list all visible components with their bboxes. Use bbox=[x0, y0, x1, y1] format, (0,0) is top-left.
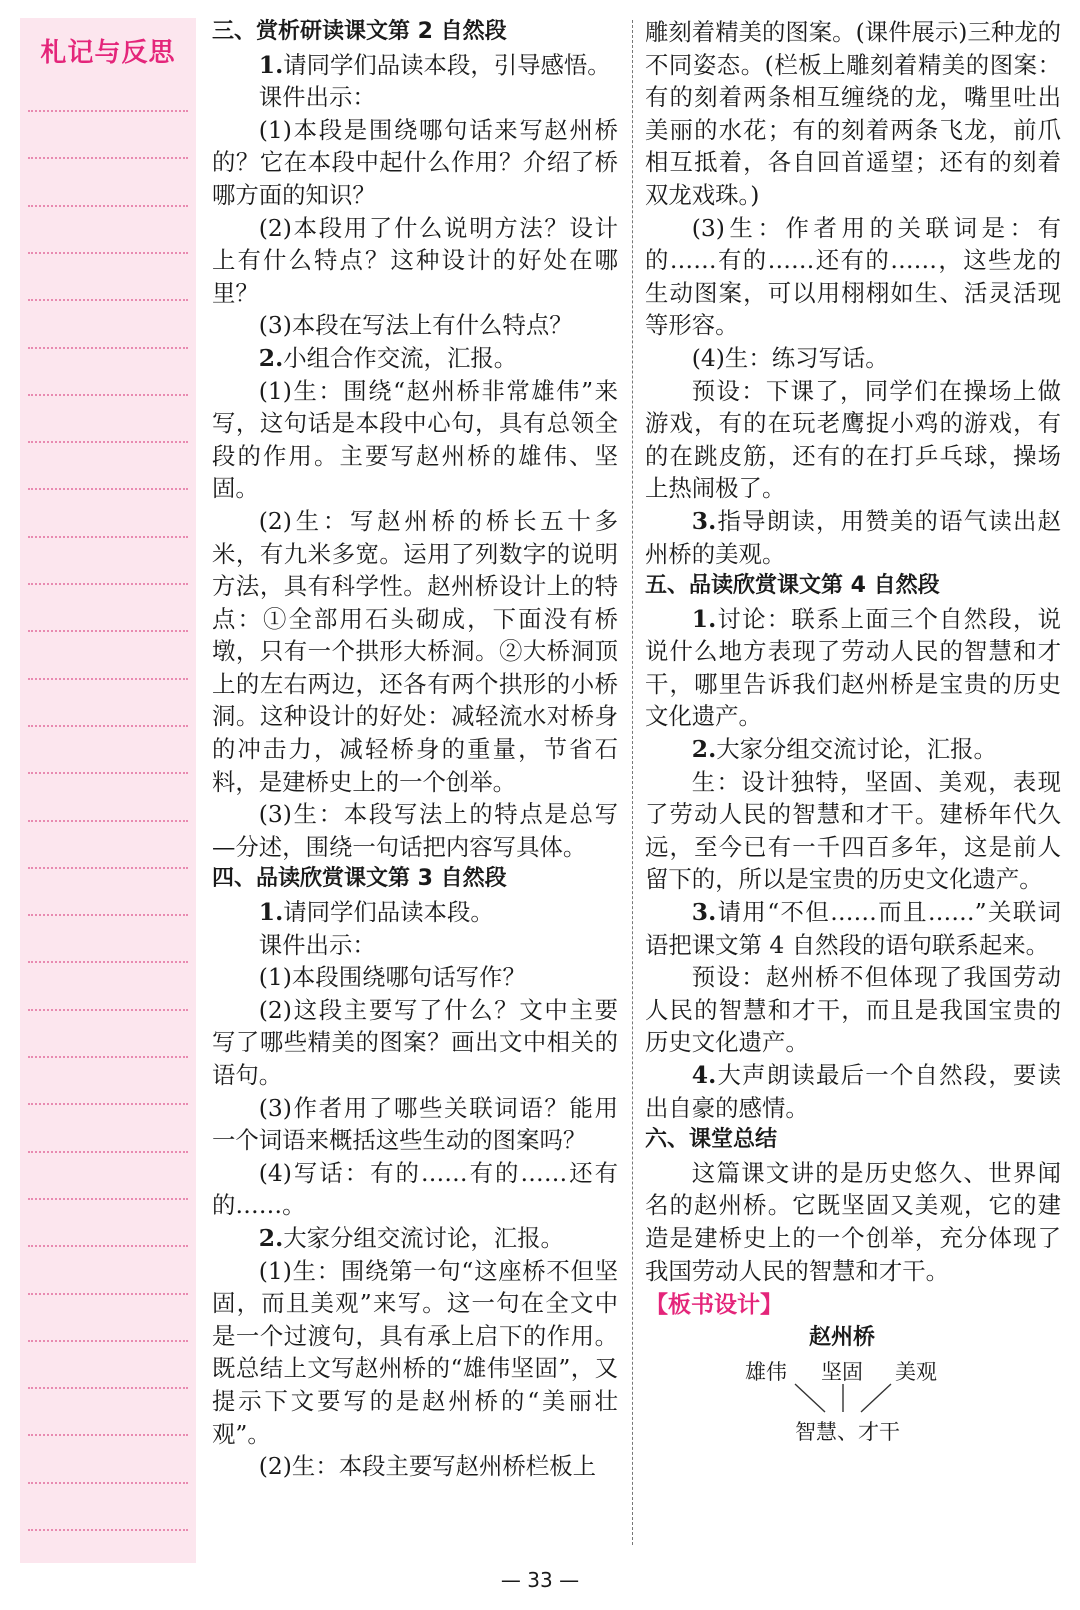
paragraph bbox=[645, 961, 1061, 1059]
paragraph-text: 请同学们品读本段，引导感悟。 bbox=[283, 50, 611, 79]
item-number: 1. bbox=[258, 898, 284, 927]
ruled-line bbox=[28, 110, 188, 112]
paragraph-text: 课件出示： bbox=[258, 83, 376, 112]
paragraph bbox=[212, 212, 618, 310]
ruled-line bbox=[28, 1293, 188, 1295]
paragraph-text: 雕刻着精美的图案。(课件展示)三种龙的不同姿态。(栏板上雕刻着精美的图案：有的刻着两条相互缠绕的龙，嘴里吐出美丽的水花；有的刻着两条飞龙，前爪相互抵着，各自回首遥望；还有的刻着双龙戏珠。) bbox=[645, 18, 1061, 209]
paragraph bbox=[212, 1222, 618, 1255]
paragraph-text: 课件出示： bbox=[258, 930, 376, 959]
board-design bbox=[645, 1322, 1061, 1452]
paragraph bbox=[645, 896, 1061, 961]
section-heading bbox=[212, 16, 618, 49]
text-column-right bbox=[645, 16, 1061, 1452]
paragraph bbox=[212, 505, 618, 798]
ruled-line bbox=[28, 820, 188, 822]
ruled-line bbox=[28, 1056, 188, 1058]
ruled-line bbox=[28, 441, 188, 443]
paragraph-text: 大家分组交流讨论，汇报。 bbox=[283, 1223, 564, 1252]
paragraph-text: (3)作者用了哪些关联词语？能用一个词语来概括这些生动的图案吗？ bbox=[212, 1093, 618, 1155]
paragraph bbox=[645, 1059, 1061, 1124]
paragraph bbox=[212, 798, 618, 863]
paragraph bbox=[212, 114, 618, 212]
ruled-line bbox=[28, 157, 188, 159]
ruled-line bbox=[28, 725, 188, 727]
paragraph bbox=[645, 375, 1061, 505]
paragraph bbox=[212, 49, 618, 82]
paragraph-text: 三、赏析研读课文第 2 自然段 bbox=[212, 19, 507, 44]
paragraph-text: (1)生：围绕“赵州桥非常雄伟”来写，这句话是本段中心句，具有总领全段的作用。主要写赵州桥的雄伟、坚固。 bbox=[212, 376, 618, 503]
paragraph bbox=[645, 733, 1061, 766]
board-design-heading: 【板书设计】 bbox=[645, 1292, 783, 1319]
ruled-line bbox=[28, 394, 188, 396]
item-number: 1. bbox=[691, 604, 717, 633]
ruled-line bbox=[28, 1151, 188, 1153]
paragraph bbox=[212, 81, 618, 114]
right-column-body bbox=[645, 16, 1061, 1287]
paragraph-text: 请用“不但……而且……”关联词语把课文第 4 自然段的语句联系起来。 bbox=[645, 898, 1061, 959]
paragraph-text: 生：设计独特，坚固、美观，表现了劳动人民的智慧和才干。建桥年代久远，至今已有一千四百多年，这是前人留下的，所以是宝贵的历史文化遗产。 bbox=[645, 767, 1061, 894]
ruled-line bbox=[28, 772, 188, 774]
paragraph-text: 讨论：联系上面三个自然段，说说什么地方表现了劳动人民的智慧和才干，哪里告诉我们赵州桥是宝贵的历史文化遗产。 bbox=[645, 604, 1061, 731]
board-word: 坚固 bbox=[821, 1359, 863, 1384]
paragraph-text: (2)这段主要写了什么？文中主要写了哪些精美的图案？画出文中相关的语句。 bbox=[212, 995, 618, 1089]
paragraph bbox=[212, 1157, 618, 1222]
text-column-left bbox=[212, 16, 618, 1483]
paragraph bbox=[212, 1255, 618, 1451]
item-number: 2. bbox=[691, 735, 717, 764]
paragraph-text: (2)生：本段主要写赵州桥栏板上 bbox=[258, 1452, 597, 1481]
paragraph-text: 六、课堂总结 bbox=[645, 1127, 778, 1153]
item-number: 1. bbox=[258, 50, 284, 79]
ruled-line bbox=[28, 961, 188, 963]
ruled-line bbox=[28, 536, 188, 538]
ruled-line bbox=[28, 1009, 188, 1011]
paragraph bbox=[212, 961, 618, 994]
ruled-line bbox=[28, 630, 188, 632]
ruled-line bbox=[28, 1482, 188, 1484]
item-number: 3. bbox=[691, 898, 717, 927]
paragraph-text: 四、品读欣赏课文第 3 自然段 bbox=[212, 866, 507, 892]
ruled-line bbox=[28, 347, 188, 349]
paragraph bbox=[212, 1092, 618, 1157]
paragraph-text: (2)生：写赵州桥的桥长五十多米，有九米多宽。运用了列数字的说明方法，具有科学性。赵州桥设计上的特点：①全部用石头砌成，下面没有桥墩，只有一个拱形大桥洞。②大桥洞顶上的左右两边，还各有两个拱形的小桥洞。这种设计的好处：减轻流水对桥身的冲击力，减轻桥身的重量，节省石料，是建桥史上的一个创举。 bbox=[212, 506, 618, 796]
paragraph-text: (1)本段围绕哪句话写作？ bbox=[258, 963, 526, 992]
paragraph-text: 预设：赵州桥不但体现了我国劳动人民的智慧和才干，而且是我国宝贵的历史文化遗产。 bbox=[645, 963, 1061, 1057]
paragraph-text: 这篇课文讲的是历史悠久、世界闻名的赵州桥。它既坚固又美观，它的建造是建桥史上的一个创举，充分体现了我国劳动人民的智慧和才干。 bbox=[645, 1158, 1061, 1285]
ruled-line bbox=[28, 1434, 188, 1436]
page-number: — 33 — bbox=[500, 1568, 580, 1592]
paragraph bbox=[212, 375, 618, 505]
paragraph bbox=[645, 212, 1061, 342]
ruled-line bbox=[28, 1340, 188, 1342]
item-number: 2. bbox=[258, 1223, 284, 1252]
paragraph bbox=[212, 929, 618, 962]
paragraph-text: (4)生：练习写话。 bbox=[691, 343, 889, 372]
ruled-line bbox=[28, 867, 188, 869]
paragraph bbox=[212, 896, 618, 929]
ruled-line bbox=[28, 914, 188, 916]
ruled-line bbox=[28, 1529, 188, 1531]
paragraph-text: (1)生：围绕第一句“这座桥不但坚固，而且美观”来写。这一句在全文中是一个过渡句，具有承上启下的作用。既总结上文写赵州桥的“雄伟坚固”，又提示下文要写的是赵州桥的“美丽壮观”。 bbox=[212, 1256, 618, 1448]
paragraph bbox=[645, 342, 1061, 375]
paragraph bbox=[645, 766, 1061, 896]
section-heading bbox=[645, 1124, 1061, 1157]
paragraph bbox=[645, 603, 1061, 733]
ruled-line bbox=[28, 1387, 188, 1389]
paragraph-text: (2)本段用了什么说明方法？设计上有什么特点？这种设计的好处在哪里？ bbox=[212, 213, 618, 307]
item-number: 3. bbox=[691, 506, 717, 535]
board-bottom: 智慧、才干 bbox=[795, 1419, 900, 1444]
paragraph-text: (3)本段在写法上有什么特点？ bbox=[258, 311, 573, 340]
paragraph-text: (3)生：本段写法上的特点是总写—分述，围绕一句话把内容写具体。 bbox=[212, 800, 618, 861]
sidebar-title: 札记与反思 bbox=[40, 38, 176, 68]
paragraph bbox=[645, 505, 1061, 570]
board-word: 雄伟 bbox=[745, 1359, 787, 1384]
paragraph-text: (4)写话：有的……有的……还有的……。 bbox=[212, 1158, 618, 1220]
paragraph-text: 预设：下课了，同学们在操场上做游戏，有的在玩老鹰捉小鸡的游戏，有的在跳皮筋，还有的在打乒乓球，操场上热闹极了。 bbox=[645, 376, 1061, 503]
notes-sidebar bbox=[20, 18, 196, 1563]
paragraph bbox=[212, 994, 618, 1092]
paragraph-text: 大声朗读最后一个自然段，要读出自豪的感情。 bbox=[645, 1061, 1061, 1122]
section-heading bbox=[212, 863, 618, 896]
paragraph-text: 指导朗读，用赞美的语气读出赵州桥的美观。 bbox=[645, 506, 1061, 568]
paragraph-text: 小组合作交流，汇报。 bbox=[283, 343, 518, 372]
ruled-line bbox=[28, 1198, 188, 1200]
paragraph-text: 五、品读欣赏课文第 4 自然段 bbox=[645, 573, 940, 599]
paragraph bbox=[212, 1450, 618, 1483]
paragraph bbox=[645, 1157, 1061, 1287]
paragraph-text: 请同学们品读本段。 bbox=[283, 898, 494, 927]
paragraph-text: (1)本段是围绕哪句话来写赵州桥的？它在本段中起什么作用？介绍了桥哪方面的知识？ bbox=[212, 115, 618, 209]
item-number: 4. bbox=[691, 1061, 717, 1089]
board-title: 赵州桥 bbox=[809, 1324, 876, 1350]
paragraph-text: (3)生：作者用的关联词是：有的……有的……还有的……，这些龙的生动图案，可以用栩栩如生、活灵活现等形容。 bbox=[645, 213, 1061, 340]
paragraph bbox=[212, 342, 618, 375]
paragraph bbox=[645, 16, 1061, 212]
ruled-line bbox=[28, 1245, 188, 1247]
ruled-line bbox=[28, 299, 188, 301]
paragraph-text: 大家分组交流讨论，汇报。 bbox=[716, 735, 997, 764]
ruled-line bbox=[28, 252, 188, 254]
ruled-line bbox=[28, 678, 188, 680]
item-number: 2. bbox=[258, 343, 284, 372]
ruled-line bbox=[28, 488, 188, 490]
board-word: 美观 bbox=[895, 1359, 937, 1384]
section-heading bbox=[645, 570, 1061, 603]
ruled-line bbox=[28, 583, 188, 585]
paragraph bbox=[212, 309, 618, 342]
ruled-line bbox=[28, 205, 188, 207]
ruled-line bbox=[28, 1103, 188, 1105]
column-divider bbox=[632, 20, 633, 1545]
